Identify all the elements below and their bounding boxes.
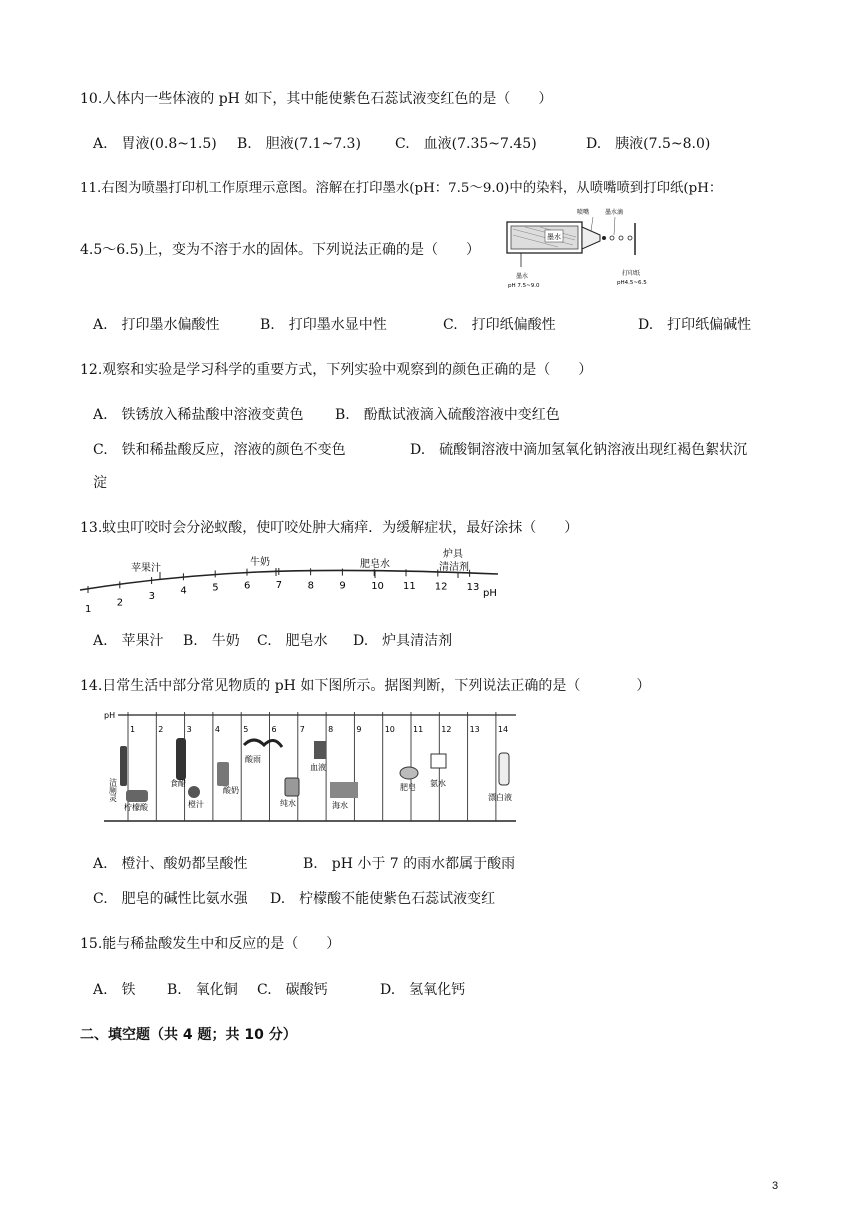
q11-option-d: D. 打印纸偏碱性 — [638, 317, 752, 333]
ph-tick-label-7: 7 — [275, 580, 283, 591]
ink-box-label: 墨水 — [547, 233, 561, 241]
page-number: 3 — [772, 1180, 779, 1192]
label-apple-juice: 苹果汁 — [131, 563, 161, 574]
label-toilet-cleaner: 洁厕灵 — [108, 778, 118, 802]
q11-stem-line1: 11.右图为喷墨打印机工作原理示意图。溶解在打印墨水(pH：7.5～9.0)中的染料，从喷嘴喷到打印纸(pH： — [80, 181, 723, 196]
q13-option-d: D. 炉具清洁剂 — [353, 633, 453, 649]
q12-option-d-line2: 淀 — [93, 475, 107, 491]
q10-stem: 10.人体内一些体液的 pH 如下，其中能使紫色石蕊试液变红色的是（ ） — [80, 91, 553, 107]
ink-drop-label: 墨水滴 — [605, 209, 624, 216]
ph-tick-label-8: 8 — [307, 580, 314, 592]
ph-tick-label-1: 1 — [85, 604, 92, 614]
ph-tick-label-5: 5 — [212, 582, 219, 594]
q15-option-d: D. 氢氧化钙 — [380, 982, 466, 998]
q12-option-a: A. 铁锈放入稀盐酸中溶液变黄色 — [93, 407, 304, 423]
ph-tick-label-4: 4 — [180, 585, 187, 597]
q12-stem: 12.观察和实验是学习科学的重要方式，下列实验中观察到的颜色正确的是（ ） — [80, 362, 593, 378]
ph-tick-label-9: 9 — [339, 580, 346, 592]
label-milk: 牛奶 — [250, 557, 270, 568]
label-pure-water: 纯水 — [280, 799, 296, 808]
label-soap-water: 肥皂水 — [360, 559, 390, 570]
paper-ph-label: pH4.5~6.5 — [617, 280, 647, 286]
q12-option-b: B. 酚酞试液滴入硫酸溶液中变红色 — [335, 407, 560, 423]
q13-option-b: B. 牛奶 — [183, 633, 240, 649]
q15-option-a: A. 铁 — [93, 982, 136, 998]
label-oven-cleaner-2: 清洁剂 — [439, 562, 469, 573]
ph-scale-diagram — [78, 546, 508, 614]
q10-option-a: A. 胃液(0.8~1.5) — [93, 136, 217, 152]
q13-option-c: C. 肥皂水 — [257, 633, 328, 649]
label-ammonia-water: 氨水 — [430, 779, 446, 788]
label-yogurt: 酸奶 — [223, 786, 239, 795]
q10-option-b: B. 胆液(7.1~7.3) — [237, 136, 361, 152]
ph-tick-label-11: 11 — [403, 581, 416, 593]
label-soap: 肥皂 — [400, 783, 416, 792]
ph-unit-label-14: pH — [104, 711, 116, 720]
ph-grid-label-14: 14 — [497, 725, 509, 734]
inkjet-printer-diagram — [505, 205, 655, 295]
label-seawater: 海水 — [332, 801, 348, 810]
label-vinegar: 食醋 — [170, 779, 186, 788]
ph-grid-label-7: 7 — [299, 725, 305, 734]
paper-label: 打印纸 — [622, 270, 641, 277]
q10-option-d: D. 胰液(7.5~8.0) — [586, 136, 711, 152]
ph-tick-label-6: 6 — [244, 580, 251, 592]
label-bleach: 漂白液 — [488, 793, 512, 802]
nozzle-label: 喷嘴 — [577, 209, 590, 216]
label-blood: 血液 — [310, 763, 326, 772]
q11-option-c: C. 打印纸偏酸性 — [443, 317, 556, 333]
q14-option-c: C. 肥皂的碱性比氨水强 — [93, 891, 248, 907]
ph-grid-label-2: 2 — [158, 725, 164, 734]
ph-grid-label-3: 3 — [186, 725, 192, 734]
ph-grid-label-1: 1 — [130, 725, 136, 734]
ph-grid-label-13: 13 — [469, 725, 480, 734]
ph-tick-label-10: 10 — [371, 580, 384, 592]
q13-stem: 13.蚊虫叮咬时会分泌蚁酸，使叮咬处肿大痛痒．为缓解症状，最好涂抹（ ） — [80, 520, 579, 536]
ph-grid-label-6: 6 — [271, 725, 277, 734]
ph-tick-label-3: 3 — [148, 591, 155, 602]
ph-unit-label: pH — [483, 588, 497, 599]
ph-grid-label-10: 10 — [384, 725, 395, 734]
common-substances-ph-diagram — [104, 708, 524, 824]
ph-grid-label-12: 12 — [441, 725, 452, 734]
label-orange-juice: 橙汁 — [188, 800, 204, 809]
ph-grid-label-11: 11 — [413, 725, 424, 734]
ph-grid-label-8: 8 — [328, 725, 334, 734]
ph-grid-label-4: 4 — [214, 725, 220, 734]
q14-stem: 14.日常生活中部分常见物质的 pH 如下图所示。据图判断，下列说法正确的是（ ） — [80, 678, 651, 694]
ph-tick-label-12: 12 — [434, 581, 448, 593]
ph-tick-label-13: 13 — [466, 581, 480, 593]
q12-option-d-line1: D. 硫酸铜溶液中滴加氢氧化钠溶液出现红褐色絮状沉 — [410, 442, 748, 458]
ink-label: 墨水 — [516, 273, 529, 280]
q11-option-b: B. 打印墨水显中性 — [260, 317, 387, 333]
q14-option-d: D. 柠檬酸不能使紫色石蕊试液变红 — [270, 891, 496, 907]
q12-option-c: C. 铁和稀盐酸反应，溶液的颜色不变色 — [93, 442, 346, 458]
q14-option-a: A. 橙汁、酸奶都呈酸性 — [93, 856, 248, 872]
q15-option-c: C. 碳酸钙 — [257, 982, 328, 998]
ph-grid-label-5: 5 — [243, 725, 249, 734]
ph-grid-label-9: 9 — [356, 725, 362, 734]
q15-option-b: B. 氧化铜 — [167, 982, 238, 998]
q11-option-a: A. 打印墨水偏酸性 — [93, 317, 220, 333]
section-2-heading: 二、填空题（共 4 题；共 10 分） — [80, 1027, 297, 1043]
label-citric-acid: 柠檬酸 — [124, 803, 148, 812]
q10-option-c: C. 血液(7.35~7.45) — [395, 136, 537, 152]
q15-stem: 15.能与稀盐酸发生中和反应的是（ ） — [80, 936, 341, 952]
q11-stem-line2: 4.5～6.5)上，变为不溶于水的固体。下列说法正确的是（ ） — [80, 242, 480, 258]
q13-option-a: A. 苹果汁 — [93, 633, 164, 649]
label-acid-rain: 酸雨 — [245, 755, 261, 764]
ink-ph-label: pH 7.5~9.0 — [508, 283, 540, 289]
label-oven-cleaner-1: 炉具 — [443, 549, 463, 560]
ph-tick-label-2: 2 — [116, 597, 124, 609]
q14-option-b: B. pH 小于 7 的雨水都属于酸雨 — [303, 856, 516, 872]
